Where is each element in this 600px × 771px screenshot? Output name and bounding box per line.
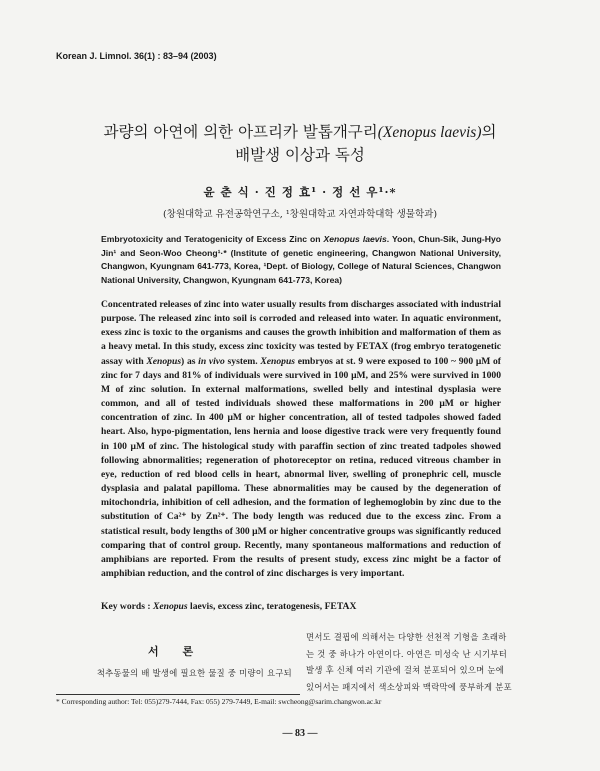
body-right-column [306, 629, 550, 695]
abstract-text-4: embryos at st. 9 were exposed to 100 ~ 900 μM of zinc for 7 days and 81% of individuals were survived in 100 μM, and 25% were survived in 1000 M of zinc solution. In external malformations, swelled belly and intestinal dysplasia were common, and all of tested individuals showed these malformations in 200 μM or higher concentration of zinc. In 400 μM or higher concentration, all of tested tadpoles showed faded heart. Also, hypo-pigmentation, lens hernia and loose digestive track were very frequently found in 100 μM of zinc. The histological study with paraffin section of zinc treated tadpoles showed following abnormalities; regeneration of photoreceptor on retina, reduced vitreous chamber in eye, reduction of red blood cells in heart, abnormal liver, swelling of pronephric cell, muscle dysplasia and palatal papilloma. These abnormalities may be caused by the degeneration of mitochondria, inhibition of cell adhesion, and the formation of leghemoglobin by zinc due to the substitution of Ca²⁺ by Zn²⁺. The body length was reduced due to the excess zinc. From a statistical result, body lengths of 300 μM or higher concentrative groups was significantly reduced comparing that of control group. Recently, many spontaneous malformations and reduction of amphibians are reported. From the results of present study, excess zinc might be a factor of amphibian reduction, and the control of zinc discharges is very important. [101, 355, 502, 579]
keywords-species: Xenopus [152, 601, 188, 612]
title-species: (Xenopus laevis) [377, 124, 482, 141]
abstract-text-2: ) as [181, 355, 199, 367]
footnote-divider [56, 694, 300, 695]
body-line: 면서도 결핍에 의해서는 다양한 선천적 기형을 초래하 [306, 632, 507, 642]
page-number: — 83 — [282, 728, 318, 739]
keywords-list: laevis, excess zinc, teratogenesis, FETAX [187, 601, 357, 612]
section-heading-introduction: 서 론 [148, 645, 204, 658]
body-line: 있어서는 패지에서 색소상피와 맥락막에 풍부하게 분포 [306, 681, 512, 692]
english-title-species: Xenopus laevis [323, 234, 387, 244]
author-list: 윤 춘 식 · 진 정 효¹ · 정 선 우¹·* [203, 185, 397, 199]
english-authors: . Yoon, Chun-Sik, Jung-Hyo Jin¹ and Seon-Woo Cheong¹·* (Institute of genetic engineering, Changwon National University, Changwon, Kyungnam 641-773, Korea, ¹Dept. of Biology, College of Natural Sciences, Changwon National University, Changwon, Kyungnam 641-773, Korea) [101, 234, 501, 285]
body-line: 발생 후 신체 여러 기관에 걸쳐 분포되어 있으며 눈에 [306, 665, 505, 676]
abstract-species-2: Xenopus [260, 355, 296, 367]
keywords [101, 601, 521, 612]
abstract [101, 298, 501, 581]
abstract-paragraph [101, 298, 501, 581]
body-left-column: 척추동물의 배 발생에 필요한 물질 중 미량이 요구되 [96, 668, 292, 678]
english-title: Embryotoxicity and Teratogenicity of Excess Zinc on [101, 234, 324, 244]
title-suffix: 의 [481, 123, 497, 141]
korean-title [40, 121, 560, 166]
title-line-2: 배발생 이상과 독성 [235, 146, 365, 164]
journal-citation: Korean J. Limnol. 36(1) : 83–94 (2003) [56, 51, 217, 61]
abstract-in-vivo: in vivo [198, 355, 225, 367]
corresponding-author-footnote: * Corresponding author: Tel: 055)279-7444, Fax: 055) 279-7449, E-mail: swcheong@sarim.changwon.ac.kr [56, 697, 382, 706]
title-line-1 [40, 121, 560, 144]
affiliation: (창원대학교 유전공학연구소, ¹창원대학교 자연과학대학 생물학과) [162, 209, 438, 220]
keywords-label: Key words : [101, 601, 153, 612]
abstract-text-1: Concentrated releases of zinc into water usually results from discharges associated with industrial purpose. The released zinc into soil is corroded and released into water. In aquatic environment, exess zinc is toxic to the organisms and causes the growth inhibition and malformation of them as a heavy metal. In this study, excess zinc toxicity was tested by FETAX (frog embryo teratogenetic assay with [101, 299, 501, 367]
english-title-block [101, 233, 501, 287]
body-line: 는 것 중 하나가 아연이다. 아연은 미성숙 난 시기부터 [306, 648, 508, 659]
title-prefix: 과량의 아연에 의한 아프리카 발톱개구리 [103, 123, 378, 141]
abstract-species: Xenopus [146, 355, 182, 367]
abstract-text-3: system. [224, 355, 261, 367]
